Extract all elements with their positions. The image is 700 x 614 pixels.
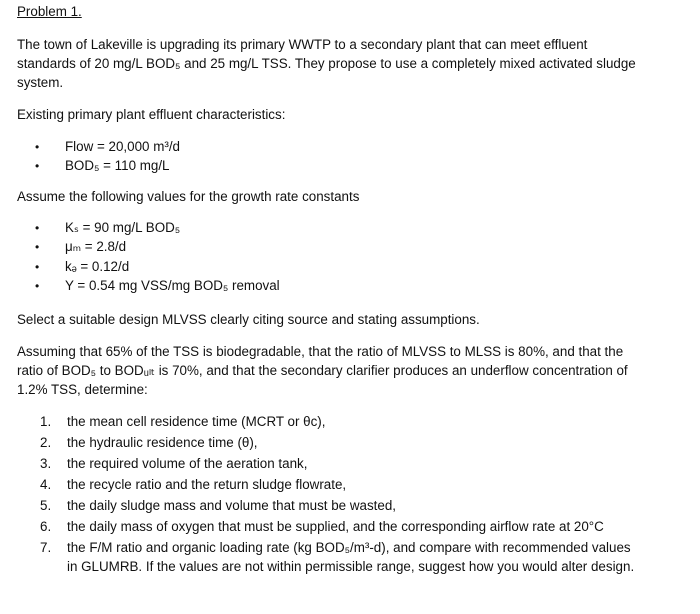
task-number: 4. xyxy=(40,477,52,492)
assuming-line-2: ratio of BOD₅ to BODᵤₗₜ is 70%, and that the secondary clarifier produces an underflow concentration of xyxy=(17,363,628,378)
task-text: the daily mass of oxygen that must be supplied, and the corresponding airflow rate at 20°C xyxy=(67,519,604,534)
bullet-icon: • xyxy=(35,240,40,254)
bullet-icon: • xyxy=(35,279,40,293)
intro-line-3: system. xyxy=(17,75,64,90)
intro-line-2: standards of 20 mg/L BOD₅ and 25 mg/L TSS. They propose to use a completely mixed activated sludge xyxy=(17,56,636,71)
list-item xyxy=(35,157,170,175)
task-item xyxy=(40,455,307,473)
task-text: the hydraulic residence time (θ), xyxy=(67,435,258,450)
list-item-text: BOD₅ = 110 mg/L xyxy=(65,158,170,173)
list-item-text: Y = 0.54 mg VSS/mg BOD₅ removal xyxy=(65,278,280,293)
bullet-icon: • xyxy=(35,159,40,173)
task-item xyxy=(40,518,604,536)
select-line: Select a suitable design MLVSS clearly citing source and stating assumptions. xyxy=(17,312,480,327)
list-item-text: Flow = 20,000 m³/d xyxy=(65,139,180,154)
existing-heading: Existing primary plant effluent characteristics: xyxy=(17,107,286,122)
task-item xyxy=(40,434,258,452)
assume-heading: Assume the following values for the growth rate constants xyxy=(17,189,360,204)
list-item-text: Kₛ = 90 mg/L BOD₅ xyxy=(65,220,181,235)
task-number: 1. xyxy=(40,414,52,429)
task-number: 5. xyxy=(40,498,52,513)
task-number: 2. xyxy=(40,435,52,450)
bullet-icon: • xyxy=(35,140,40,154)
list-item xyxy=(35,258,129,276)
assuming-line-1: Assuming that 65% of the TSS is biodegradable, that the ratio of MLVSS to MLSS is 80%, and that the xyxy=(17,344,624,359)
list-item xyxy=(35,277,280,295)
bullet-icon: • xyxy=(35,260,40,274)
task-number: 6. xyxy=(40,519,52,534)
task-text-continued: in GLUMRB. If the values are not within permissible range, suggest how you would alter design. xyxy=(67,559,635,574)
task-item xyxy=(40,539,631,557)
list-item-text: μₘ = 2.8/d xyxy=(65,239,127,254)
task-number: 3. xyxy=(40,456,52,471)
task-item xyxy=(40,413,325,431)
task-text: the recycle ratio and the return sludge flowrate, xyxy=(67,477,347,492)
page-title: Problem 1. xyxy=(17,4,82,19)
task-text: the required volume of the aeration tank, xyxy=(67,456,308,471)
list-item-text: kₔ = 0.12/d xyxy=(65,259,130,274)
list-item xyxy=(35,138,180,156)
intro-line-1: The town of Lakeville is upgrading its primary WWTP to a secondary plant that can meet effluent xyxy=(17,37,588,52)
task-item xyxy=(40,497,396,515)
task-text: the daily sludge mass and volume that must be wasted, xyxy=(67,498,396,513)
bullet-icon: • xyxy=(35,221,40,235)
assuming-line-3: 1.2% TSS, determine: xyxy=(17,382,148,397)
task-item xyxy=(40,476,346,494)
list-item xyxy=(35,238,126,256)
task-number: 7. xyxy=(40,540,52,555)
task-text: the mean cell residence time (MCRT or θc), xyxy=(67,414,326,429)
list-item xyxy=(35,219,180,237)
task-text: the F/M ratio and organic loading rate (kg BOD₅/m³-d), and compare with recommended values xyxy=(67,540,631,555)
